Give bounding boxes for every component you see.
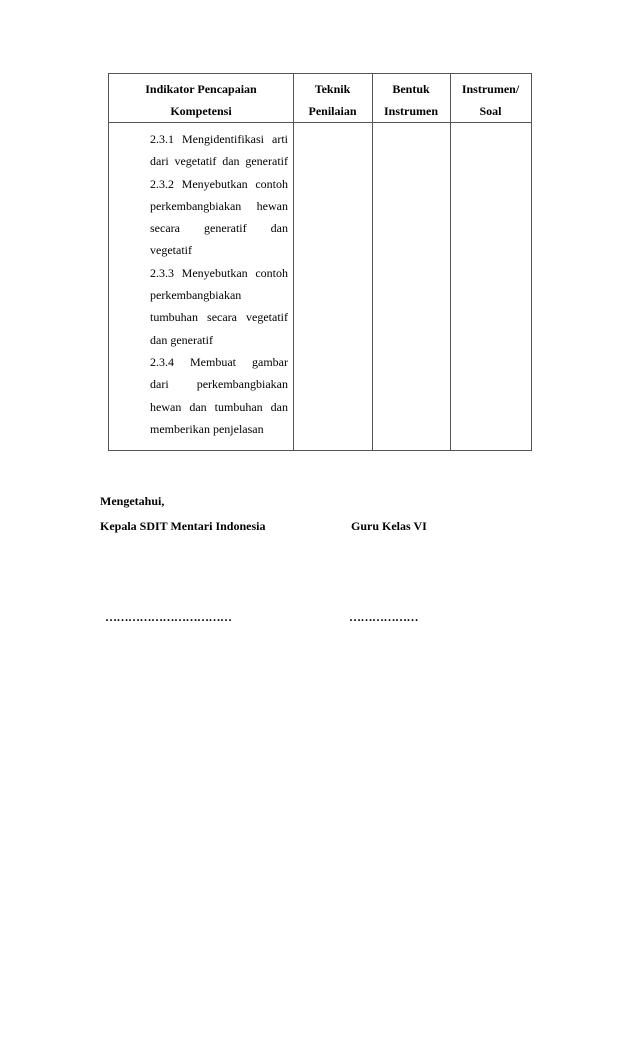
- acknowledged-label: Mengetahui,: [100, 494, 165, 508]
- header-instrumen: Instrumen/ Soal: [461, 82, 520, 118]
- teacher-signature-line: ………………: [349, 610, 418, 624]
- column-divider: [450, 74, 451, 450]
- indicator-line: 2.3.1 Mengidentifikasi arti: [150, 132, 288, 146]
- indicator-line: 2.3.3 Menyebutkan contoh: [150, 265, 288, 280]
- indicator-line: 2.3.2 Menyebutkan contoh: [150, 176, 288, 191]
- indicator-line: vegetatif: [150, 243, 192, 258]
- principal-title: Kepala SDIT Mentari Indonesia: [100, 519, 266, 533]
- indicator-line: dari perkembangbiakan: [150, 377, 288, 392]
- assessment-table: [108, 73, 532, 451]
- teacher-title: Guru Kelas VI: [351, 519, 427, 533]
- column-divider: [372, 74, 373, 450]
- header-bentuk: Bentuk Instrumen: [383, 82, 438, 118]
- indicator-line: hewan dan tumbuhan dan: [150, 399, 288, 414]
- indicator-line: 2.3.4 Membuat gambar: [150, 354, 288, 369]
- indicator-line: tumbuhan secara vegetatif: [150, 310, 288, 325]
- indicator-line: memberikan penjelasan: [150, 421, 264, 436]
- header-teknik: Teknik Penilaian: [308, 82, 357, 118]
- principal-signature-line: ……………………………: [105, 610, 232, 624]
- indicator-line: dari vegetatif dan generatif: [150, 154, 288, 169]
- indicator-line: secara generatif dan: [150, 221, 288, 236]
- column-divider: [293, 74, 294, 450]
- indicator-list: [150, 128, 288, 440]
- indicator-line: dan generatif: [150, 332, 213, 347]
- header-divider: [109, 122, 531, 123]
- indicator-line: perkembangbiakan hewan: [150, 198, 288, 213]
- indicator-line: perkembangbiakan: [150, 288, 242, 303]
- header-indikator: Indikator Pencapaian Kompetensi: [145, 82, 257, 118]
